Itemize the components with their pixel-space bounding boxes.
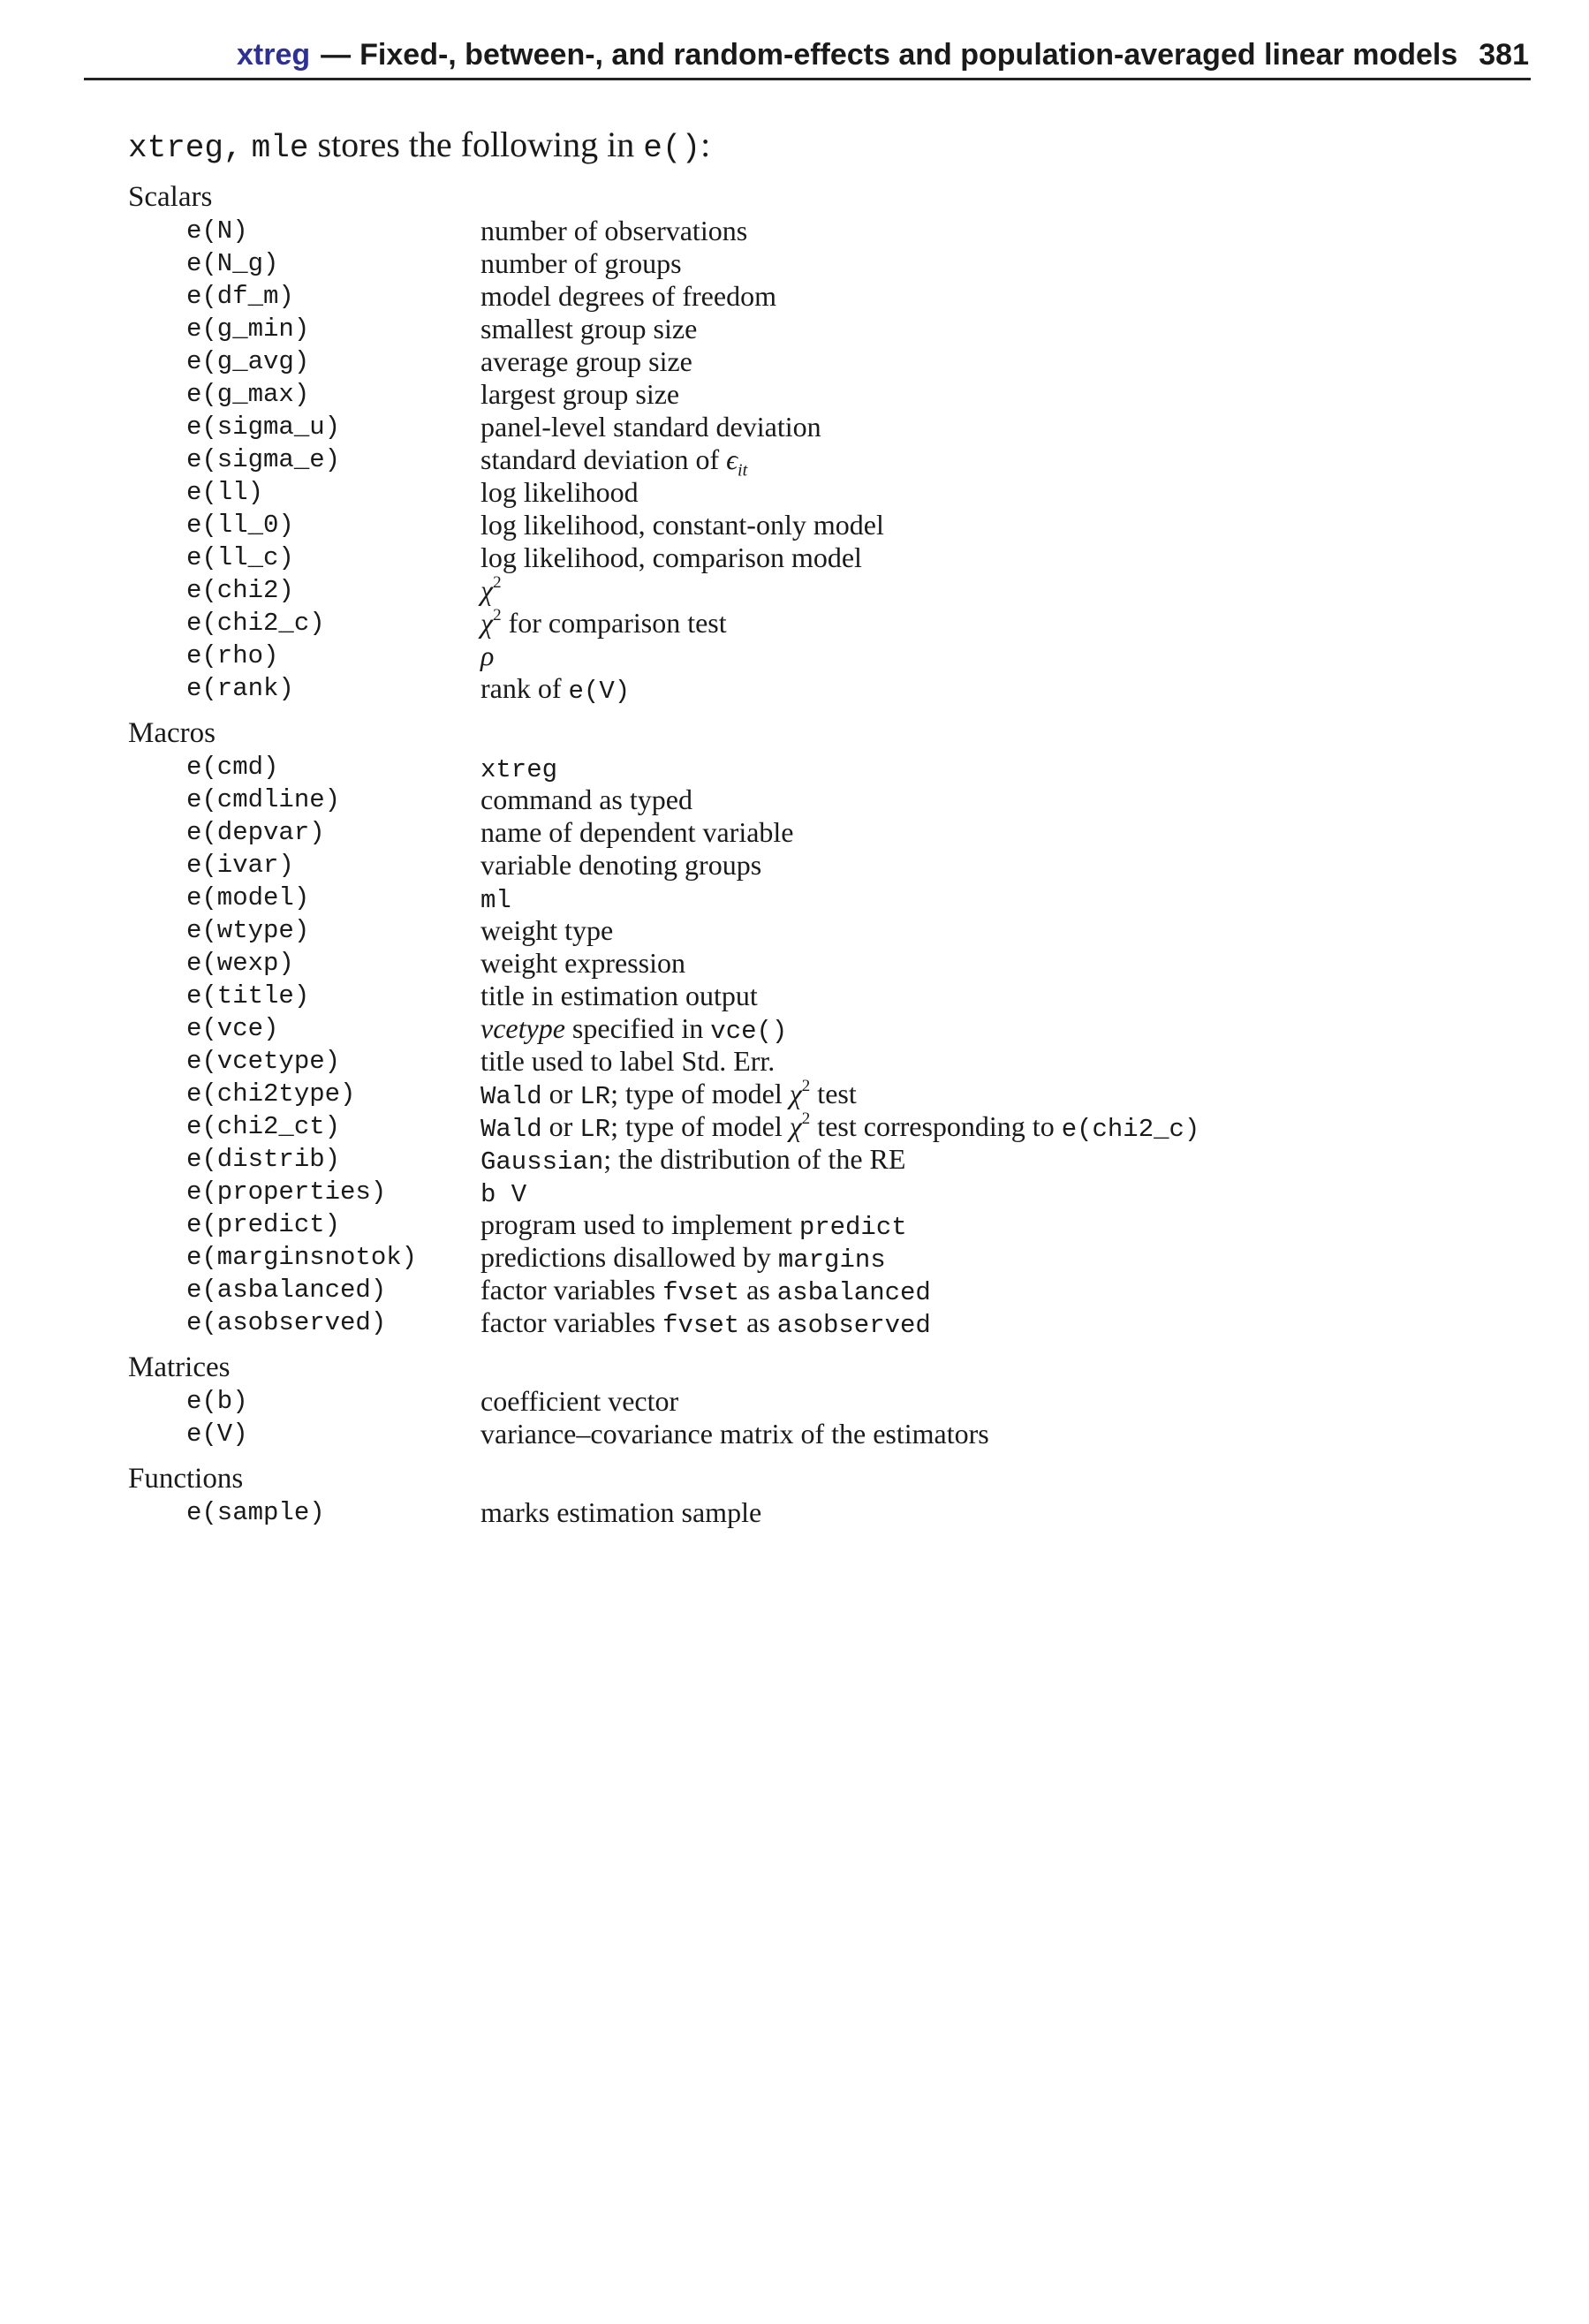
result-row: [128, 1385, 1506, 1418]
result-description: [480, 541, 862, 574]
intro-command: xtreg,: [128, 130, 243, 166]
result-row: [128, 1110, 1506, 1143]
result-name: e(marginsnotok): [186, 1243, 418, 1272]
result-name: e(asbalanced): [186, 1276, 387, 1305]
result-description: [480, 345, 692, 378]
section-title: Matrices: [128, 1351, 231, 1383]
result-row: [128, 378, 1506, 411]
header-title: Fixed-, between-, and random-effects and population-averaged linear models: [359, 38, 1458, 72]
result-description: [480, 1385, 678, 1418]
result-row: [128, 1176, 1506, 1208]
result-name: e(V): [186, 1419, 248, 1449]
result-description: [480, 849, 761, 882]
result-row: [128, 816, 1506, 849]
result-row: [128, 1306, 1506, 1339]
running-head: [237, 38, 1529, 72]
result-description: [480, 1143, 905, 1176]
result-row: [128, 1143, 1506, 1176]
description-fragment: title used to label Std. Err.: [480, 1045, 776, 1077]
description-fragment: predict: [798, 1213, 907, 1242]
intro-text: stores the following in: [317, 125, 635, 164]
result-row: [128, 783, 1506, 816]
description-fragment: ; type of model: [610, 1078, 790, 1109]
description-fragment: log likelihood, constant-only model: [480, 509, 884, 541]
section-matrices: [128, 1351, 1506, 1450]
result-row: [128, 443, 1506, 481]
result-name: e(depvar): [186, 818, 325, 847]
description-fragment: χ: [789, 1110, 802, 1142]
result-description: [480, 443, 748, 481]
result-row: [128, 509, 1506, 541]
result-description: [480, 607, 727, 640]
description-fragment: Wald: [480, 1115, 542, 1144]
result-description: [480, 914, 613, 947]
section-title: Functions: [128, 1463, 244, 1495]
result-name: e(title): [186, 981, 310, 1011]
result-name: e(ivar): [186, 851, 294, 880]
result-description: [480, 751, 557, 783]
description-fragment: χ: [789, 1078, 802, 1109]
result-name: e(sigma_u): [186, 413, 341, 442]
result-row: [128, 882, 1506, 914]
description-fragment: χ: [480, 574, 494, 606]
description-fragment: for comparison test: [501, 607, 727, 639]
result-name: e(g_avg): [186, 347, 310, 376]
description-fragment: specified in: [564, 1012, 711, 1044]
result-row: [128, 247, 1506, 280]
description-fragment: predictions disallowed by: [480, 1241, 778, 1273]
result-name: e(rho): [186, 641, 279, 670]
section-macros: [128, 716, 1506, 1339]
intro-function: e(): [643, 130, 701, 166]
description-fragment: ; the distribution of the RE: [603, 1143, 906, 1175]
result-name: e(g_max): [186, 380, 310, 409]
description-fragment: factor variables: [480, 1306, 663, 1338]
description-fragment: e(V): [568, 677, 631, 706]
page-header: [84, 28, 1531, 80]
result-name: e(properties): [186, 1177, 387, 1207]
result-row: [128, 1274, 1506, 1306]
description-fragment: name of dependent variable: [480, 816, 794, 848]
result-row: [128, 980, 1506, 1012]
description-fragment: asbalanced: [776, 1278, 931, 1307]
result-row: [128, 947, 1506, 980]
result-description: [480, 1496, 761, 1529]
result-description: [480, 411, 821, 443]
description-fragment: largest group size: [480, 378, 680, 410]
result-description: [480, 1176, 526, 1208]
description-fragment: LR: [579, 1082, 611, 1111]
description-fragment: panel-level standard deviation: [480, 411, 821, 443]
result-name: e(N_g): [186, 249, 279, 278]
result-row: [128, 1012, 1506, 1045]
description-fragment: variance–covariance matrix of the estimators: [480, 1418, 989, 1450]
section-scalars: [128, 180, 1506, 705]
description-fragment: average group size: [480, 345, 692, 377]
result-description: [480, 378, 679, 411]
description-fragment: title in estimation output: [480, 980, 758, 1011]
result-row: [128, 313, 1506, 345]
result-name: e(vce): [186, 1014, 279, 1043]
result-name: e(chi2_ct): [186, 1112, 341, 1141]
result-row: [128, 914, 1506, 947]
result-description: [480, 640, 494, 672]
result-name: e(g_min): [186, 314, 310, 344]
description-fragment: variable denoting groups: [480, 849, 762, 881]
result-name: e(df_m): [186, 282, 294, 311]
result-description: [480, 1078, 857, 1110]
result-description: [480, 816, 794, 849]
result-description: [480, 1418, 989, 1450]
result-name: e(cmd): [186, 753, 279, 782]
result-name: e(vcetype): [186, 1047, 341, 1076]
description-fragment: or: [541, 1110, 580, 1142]
result-description: [480, 280, 776, 313]
result-description: [480, 247, 682, 280]
result-name: e(chi2_c): [186, 609, 325, 638]
result-description: [480, 1241, 886, 1274]
result-row: [128, 607, 1506, 640]
description-fragment: ρ: [480, 640, 495, 671]
result-row: [128, 1496, 1506, 1529]
description-fragment: Gaussian: [480, 1147, 604, 1177]
description-fragment: coefficient vector: [480, 1385, 679, 1417]
description-fragment: as: [739, 1306, 777, 1338]
result-row: [128, 476, 1506, 509]
result-row: [128, 849, 1506, 882]
description-fragment: asobserved: [776, 1311, 931, 1340]
description-fragment: rank of: [480, 672, 569, 704]
description-fragment: ; type of model: [610, 1110, 790, 1142]
description-fragment: command as typed: [480, 783, 692, 815]
result-description: [480, 476, 639, 509]
result-description: [480, 672, 630, 705]
description-fragment: 2: [801, 1109, 811, 1129]
result-description: [480, 1012, 787, 1045]
description-fragment: model degrees of freedom: [480, 280, 776, 312]
result-description: [480, 574, 502, 607]
description-fragment: standard deviation of: [480, 443, 727, 475]
result-description: [480, 1306, 931, 1339]
result-name: e(wtype): [186, 916, 310, 945]
intro-option: mle: [251, 130, 309, 166]
result-name: e(cmdline): [186, 785, 341, 814]
description-fragment: LR: [579, 1115, 611, 1144]
intro-colon: :: [700, 125, 711, 164]
description-fragment: xtreg: [480, 755, 558, 784]
result-row: [128, 1241, 1506, 1274]
result-name: e(b): [186, 1387, 248, 1416]
description-fragment: 2: [801, 1077, 811, 1096]
description-fragment: margins: [777, 1245, 886, 1275]
description-fragment: Wald: [480, 1082, 542, 1111]
result-name: e(sigma_e): [186, 445, 341, 474]
result-row: [128, 280, 1506, 313]
result-description: [480, 313, 697, 345]
result-description: [480, 1274, 931, 1306]
description-fragment: ϵ: [726, 443, 738, 475]
description-fragment: χ: [480, 607, 494, 639]
stored-results-list: [128, 180, 1506, 1541]
description-fragment: number of observations: [480, 215, 748, 246]
result-row: [128, 640, 1506, 672]
description-fragment: or: [541, 1078, 580, 1109]
result-name: e(sample): [186, 1498, 325, 1527]
result-name: e(distrib): [186, 1145, 341, 1174]
section-title: Macros: [128, 717, 216, 749]
description-fragment: vcetype: [480, 1012, 565, 1044]
result-name: e(ll_0): [186, 511, 294, 540]
description-fragment: factor variables: [480, 1274, 663, 1306]
page-number: 381: [1479, 38, 1529, 72]
description-fragment: ml: [480, 886, 511, 915]
description-fragment: marks estimation sample: [480, 1496, 762, 1528]
result-row: [128, 1208, 1506, 1241]
description-fragment: 2: [493, 606, 502, 625]
description-fragment: fvset: [662, 1311, 740, 1340]
result-name: e(wexp): [186, 949, 294, 978]
header-command-link[interactable]: xtreg: [237, 38, 311, 72]
description-fragment: b V: [480, 1180, 527, 1209]
result-name: e(N): [186, 216, 248, 246]
result-description: [480, 882, 511, 914]
description-fragment: log likelihood, comparison model: [480, 541, 862, 573]
result-row: [128, 1045, 1506, 1078]
description-fragment: vce(): [710, 1017, 788, 1046]
intro-sentence: [128, 124, 710, 166]
description-fragment: 2: [493, 573, 502, 593]
result-name: e(predict): [186, 1210, 341, 1239]
result-row: [128, 411, 1506, 443]
result-description: [480, 1045, 775, 1078]
result-row: [128, 751, 1506, 783]
result-description: [480, 215, 747, 247]
result-name: e(ll_c): [186, 543, 294, 572]
description-fragment: smallest group size: [480, 313, 698, 344]
result-description: [480, 1110, 1199, 1143]
result-name: e(rank): [186, 674, 294, 703]
result-row: [128, 215, 1506, 247]
result-name: e(chi2type): [186, 1079, 356, 1109]
result-description: [480, 1208, 907, 1241]
result-description: [480, 980, 758, 1012]
section-title: Scalars: [128, 181, 213, 213]
result-row: [128, 345, 1506, 378]
result-name: e(ll): [186, 478, 264, 507]
result-name: e(chi2): [186, 576, 294, 605]
description-fragment: log likelihood: [480, 476, 639, 508]
description-fragment: fvset: [662, 1278, 740, 1307]
description-fragment: number of groups: [480, 247, 682, 279]
result-description: [480, 509, 884, 541]
description-fragment: program used to implement: [480, 1208, 799, 1240]
result-name: e(model): [186, 883, 310, 912]
result-row: [128, 1078, 1506, 1110]
result-description: [480, 783, 692, 816]
result-row: [128, 672, 1506, 705]
result-description: [480, 947, 685, 980]
result-row: [128, 1418, 1506, 1450]
result-row: [128, 541, 1506, 574]
description-fragment: weight type: [480, 914, 614, 946]
result-name: e(asobserved): [186, 1308, 387, 1337]
description-fragment: as: [739, 1274, 777, 1306]
header-dash: —: [321, 38, 352, 72]
description-fragment: e(chi2_c): [1061, 1115, 1200, 1144]
description-fragment: test: [810, 1078, 857, 1109]
section-functions: [128, 1462, 1506, 1529]
result-row: [128, 574, 1506, 607]
description-fragment: it: [738, 460, 748, 481]
description-fragment: weight expression: [480, 947, 685, 979]
description-fragment: test corresponding to: [810, 1110, 1062, 1142]
